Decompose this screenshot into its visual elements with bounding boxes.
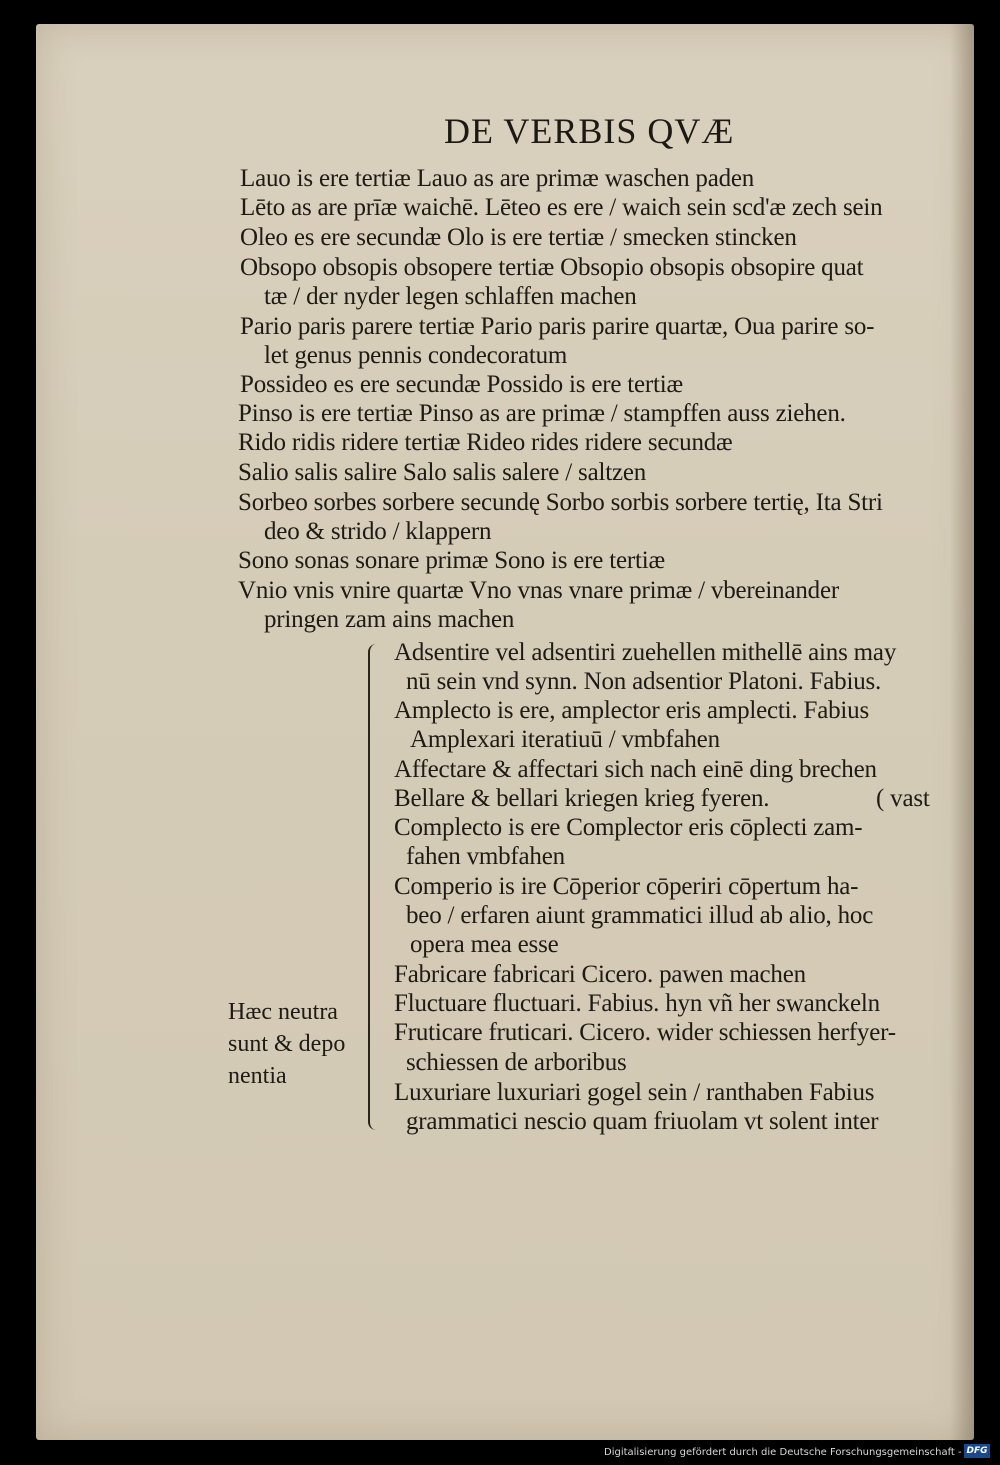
- text-line: Fruticare fruticari. Cicero. wider schiessen herfyer-: [394, 1019, 896, 1046]
- text-line: Lauo is ere tertiæ Lauo as are primæ waschen paden: [240, 165, 755, 192]
- text-line: Amplecto is ere, amplector eris amplecti. Fabius: [394, 697, 869, 724]
- text-line: deo & strido / klappern: [264, 518, 492, 545]
- text-line: Luxuriare luxuriari gogel sein / ranthaben Fabius: [394, 1079, 875, 1106]
- text-line: schiessen de arboribus: [406, 1049, 627, 1076]
- text-line: Adsentire vel adsentiri zuehellen mithellē ains may: [394, 639, 897, 666]
- text-line: Rido ridis ridere tertiæ Rideo rides ridere secundæ: [238, 429, 733, 456]
- text-line: fahen vmbfahen: [406, 843, 565, 870]
- text-line: opera mea esse: [410, 931, 559, 958]
- text-line: Pario paris parere tertiæ Pario paris parire quartæ, Oua parire so-: [240, 313, 875, 340]
- text-line: Bellare & bellari kriegen krieg fyeren.: [394, 785, 770, 812]
- page-heading: DE VERBIS QVÆ: [444, 111, 735, 151]
- text-line: Sorbeo sorbes sorbere secundę Sorbo sorbis sorbere tertię, Ita Stri: [238, 489, 883, 516]
- text-line: Fluctuare fluctuari. Fabius. hyn vñ her swanckeln: [394, 990, 880, 1017]
- margin-note-line: sunt & depo: [228, 1031, 346, 1057]
- text-line: beo / erfaren aiunt grammatici illud ab alio, hoc: [406, 902, 874, 929]
- text-line: Comperio is ire Cōperior cōperiri cōpertum ha-: [394, 873, 859, 900]
- page-edge-shadow: [950, 24, 974, 1440]
- text-line: grammatici nescio quam friuolam vt solent inter: [406, 1108, 879, 1135]
- text-line: Salio salis salire Salo salis salere / saltzen: [238, 459, 647, 486]
- digitization-credit: Digitalisierung gefördert durch die Deutsche Forschungsgemeinschaft -: [604, 1447, 962, 1458]
- text-line: Affectare & affectari sich nach einē ding brechen: [394, 756, 877, 783]
- text-line: Oleo es ere secundæ Olo is ere tertiæ / smecken stincken: [240, 224, 797, 251]
- dfg-logo: DFG: [964, 1444, 990, 1458]
- text-line: Obsopo obsopis obsopere tertiæ Obsopio obsopis obsopire quat: [240, 254, 864, 281]
- text-line: Lēto as are prīæ waichē. Lēteo es ere / waich sein scd'æ zech sein: [240, 194, 883, 221]
- text-line: nū sein vnd synn. Non adsentior Platoni. Fabius.: [406, 668, 882, 695]
- text-line: Pinso is ere tertiæ Pinso as are primæ / stampffen auss ziehen.: [238, 400, 846, 427]
- text-line: tæ / der nyder legen schlaffen machen: [264, 283, 637, 310]
- margin-note-line: Hæc neutra: [228, 999, 338, 1025]
- margin-note: [228, 996, 345, 1092]
- text-line: Amplexari iteratiuū / vmbfahen: [410, 726, 720, 753]
- text-line: Vnio vnis vnire quartæ Vno vnas vnare primæ / vbereinander: [238, 577, 839, 604]
- grouping-brace: [368, 644, 382, 1130]
- text-line: Sono sonas sonare primæ Sono is ere tertiæ: [238, 547, 665, 574]
- text-line: Possideo es ere secundæ Possido is ere tertiæ: [240, 371, 684, 398]
- text-line-continuation: ( vast: [876, 785, 930, 812]
- text-line: pringen zam ains machen: [264, 606, 515, 633]
- text-line: let genus pennis condecoratum: [264, 342, 568, 369]
- margin-note-line: nentia: [228, 1063, 287, 1089]
- text-line: Complecto is ere Complector eris cōplecti zam-: [394, 814, 863, 841]
- text-line: Fabricare fabricari Cicero. pawen machen: [394, 961, 806, 988]
